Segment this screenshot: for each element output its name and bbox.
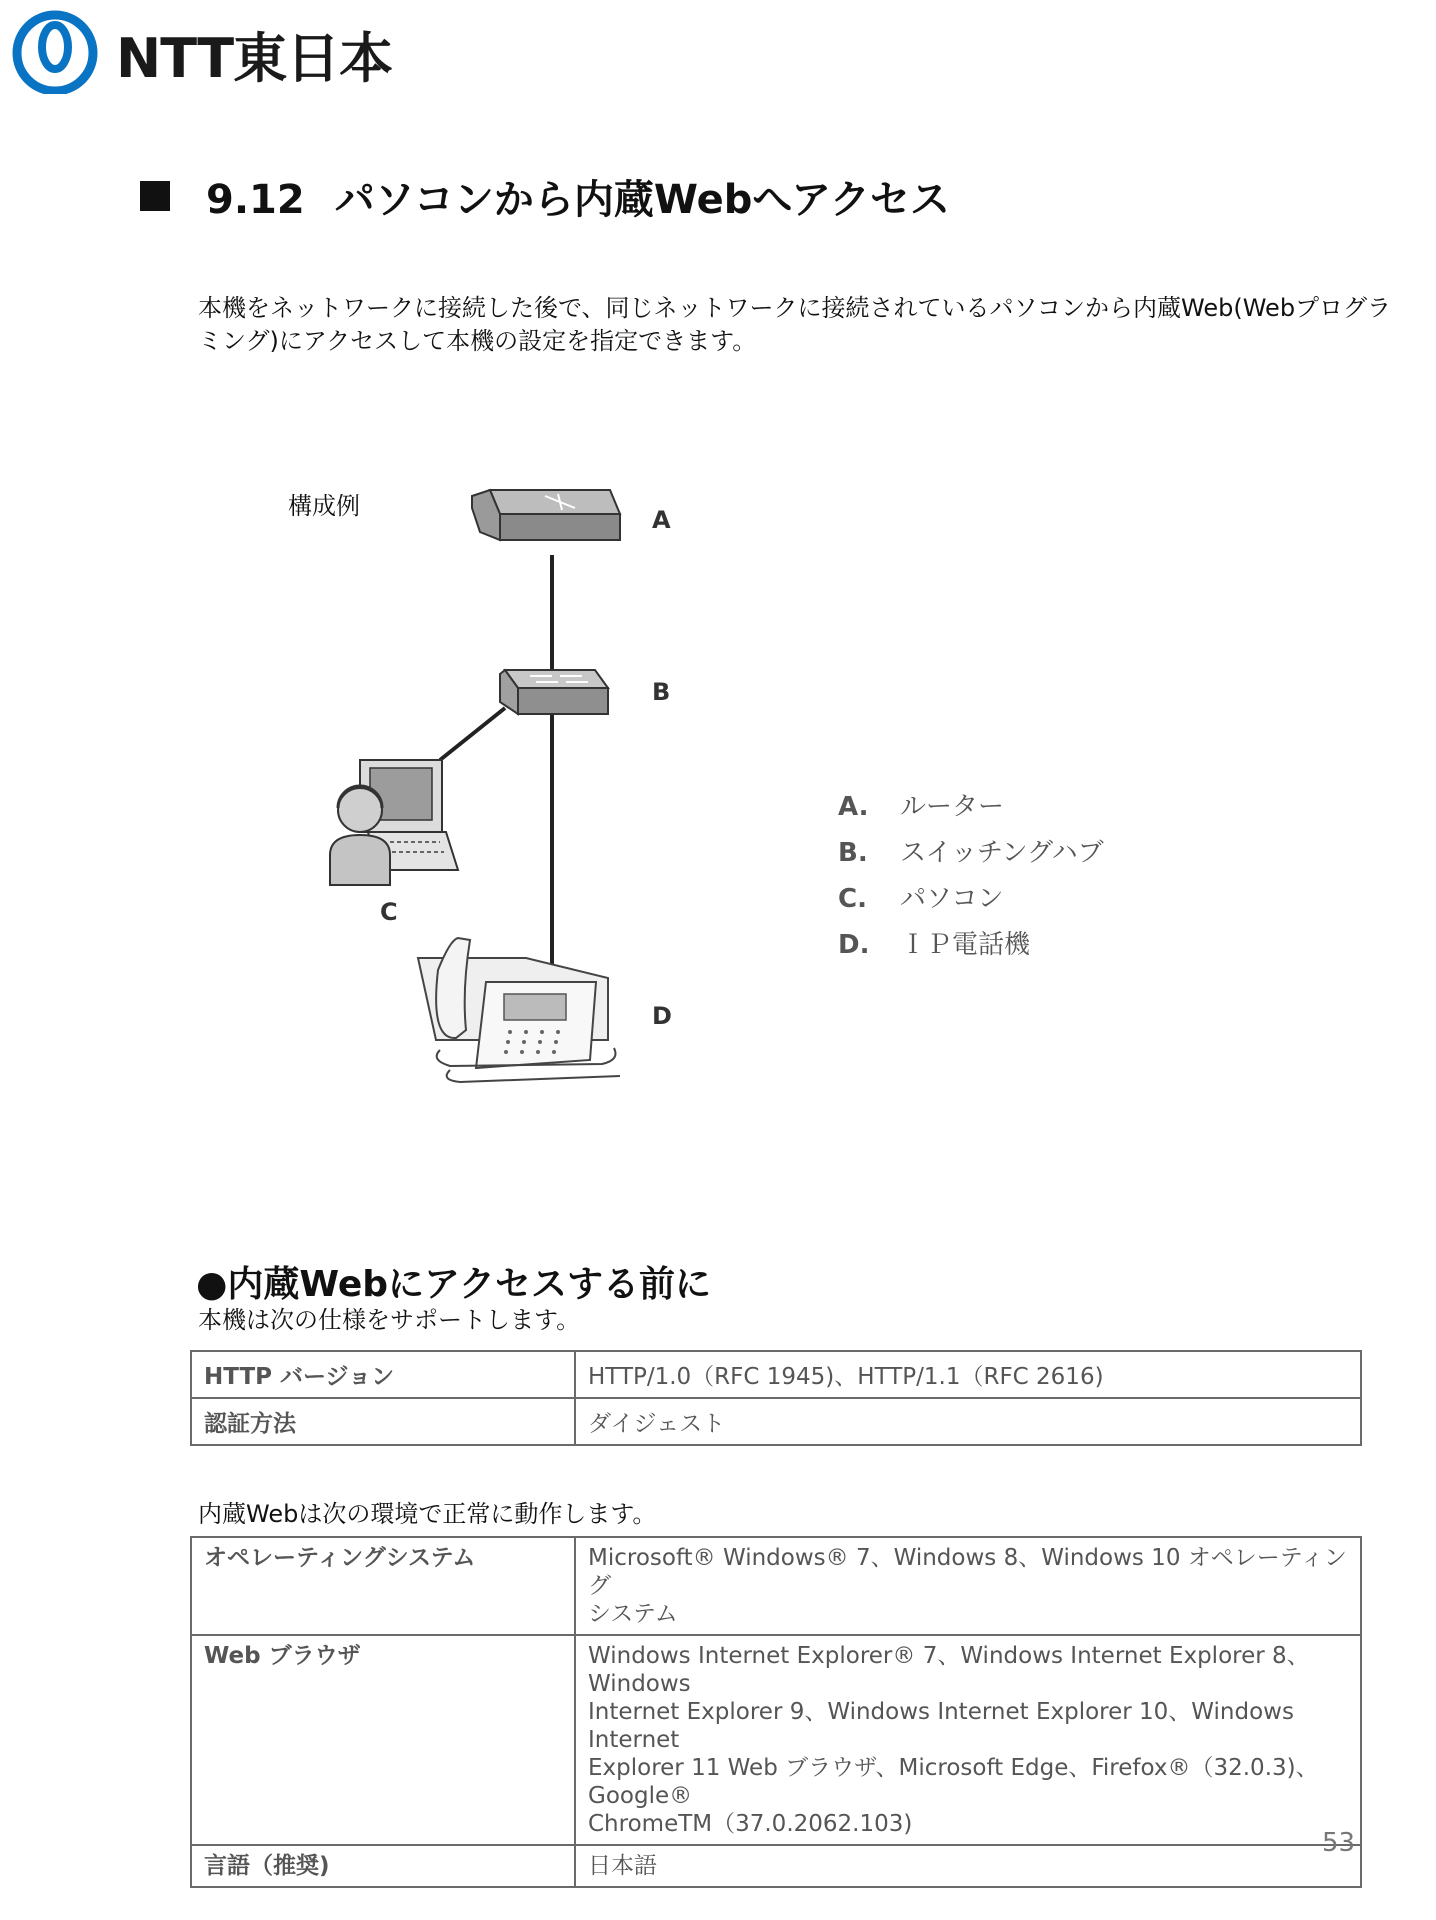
env-value: [575, 1537, 1361, 1635]
env-description: 内蔵Webは次の環境で正常に動作します。: [198, 1500, 657, 1528]
spec-table: [190, 1350, 1362, 1446]
ntt-logo-mark-icon: [12, 8, 98, 94]
page-number: 53: [1322, 1828, 1356, 1858]
config-example-label: 構成例: [288, 492, 360, 520]
ip-phone-icon: [418, 938, 620, 1082]
env-value: [575, 1635, 1361, 1845]
section-title: パソコンから内蔵Webへアクセス: [334, 177, 950, 223]
legend-item: [838, 878, 1104, 924]
pc-icon: [330, 760, 458, 885]
table-row: [191, 1635, 1361, 1845]
legend-key: B.: [838, 838, 868, 868]
spec-value: ダイジェスト: [575, 1398, 1361, 1445]
env-value-line: Microsoft® Windows® 7、Windows 8、Windows 10 オペレーティング: [588, 1545, 1347, 1599]
table-row: [191, 1537, 1361, 1635]
env-value-line: Windows Internet Explorer® 7、Windows Internet Explorer 8、Windows: [588, 1643, 1310, 1697]
label-a: A: [652, 506, 671, 534]
switching-hub-icon: [500, 670, 608, 714]
env-value-line: Internet Explorer 9、Windows Internet Explorer 10、Windows Internet: [588, 1699, 1294, 1753]
env-key: Web ブラウザ: [191, 1635, 575, 1845]
intro-paragraph: [198, 292, 1398, 358]
spec-key: HTTP バージョン: [191, 1351, 575, 1398]
cable-switch-pc: [440, 708, 505, 760]
table-row: [191, 1845, 1361, 1887]
env-key: オペレーティングシステム: [191, 1537, 575, 1635]
legend-text: ルーター: [900, 792, 1005, 822]
env-value-line: システム: [588, 1601, 678, 1627]
env-value-line: ChromeTM（37.0.2062.103): [588, 1811, 913, 1837]
diagram-legend: [838, 786, 1104, 970]
legend-item: [838, 786, 1104, 832]
before-access-heading: ●内蔵Webにアクセスする前に: [196, 1264, 711, 1305]
table-row: [191, 1398, 1361, 1445]
env-key: 言語（推奨): [191, 1845, 575, 1887]
env-value: [575, 1845, 1361, 1887]
spec-value: HTTP/1.0（RFC 1945)、HTTP/1.1（RFC 2616): [575, 1351, 1361, 1398]
spec-key: 認証方法: [191, 1398, 575, 1445]
router-icon: [472, 490, 620, 540]
intro-line-2: ミング)にアクセスして本機の設定を指定できます。: [198, 327, 757, 355]
legend-item: [838, 924, 1104, 970]
label-c: C: [380, 898, 398, 926]
section-number: 9.12: [206, 177, 305, 223]
ntt-logo-text: NTT東日本: [116, 27, 393, 90]
heading-square-icon: [140, 181, 170, 211]
env-value-line: 日本語: [588, 1853, 657, 1879]
legend-key: A.: [838, 792, 869, 822]
legend-item: [838, 832, 1104, 878]
ntt-logo: [12, 8, 412, 94]
legend-text: ＩＰ電話機: [900, 930, 1031, 960]
legend-key: C.: [838, 884, 867, 914]
legend-key: D.: [838, 930, 870, 960]
spec-description: 本機は次の仕様をサポートします。: [198, 1306, 581, 1334]
intro-line-1: 本機をネットワークに接続した後で、同じネットワークに接続されているパソコンから内蔵Web(Webプログラ: [198, 294, 1392, 322]
legend-text: スイッチングハブ: [900, 838, 1104, 868]
table-row: [191, 1351, 1361, 1398]
label-d: D: [652, 1002, 672, 1030]
label-b: B: [652, 678, 671, 706]
environment-table: [190, 1536, 1362, 1888]
env-value-line: Explorer 11 Web ブラウザ、Microsoft Edge、Firefox®（32.0.3)、Google®: [588, 1755, 1319, 1809]
legend-text: パソコン: [900, 884, 1004, 914]
section-heading: [140, 168, 950, 225]
